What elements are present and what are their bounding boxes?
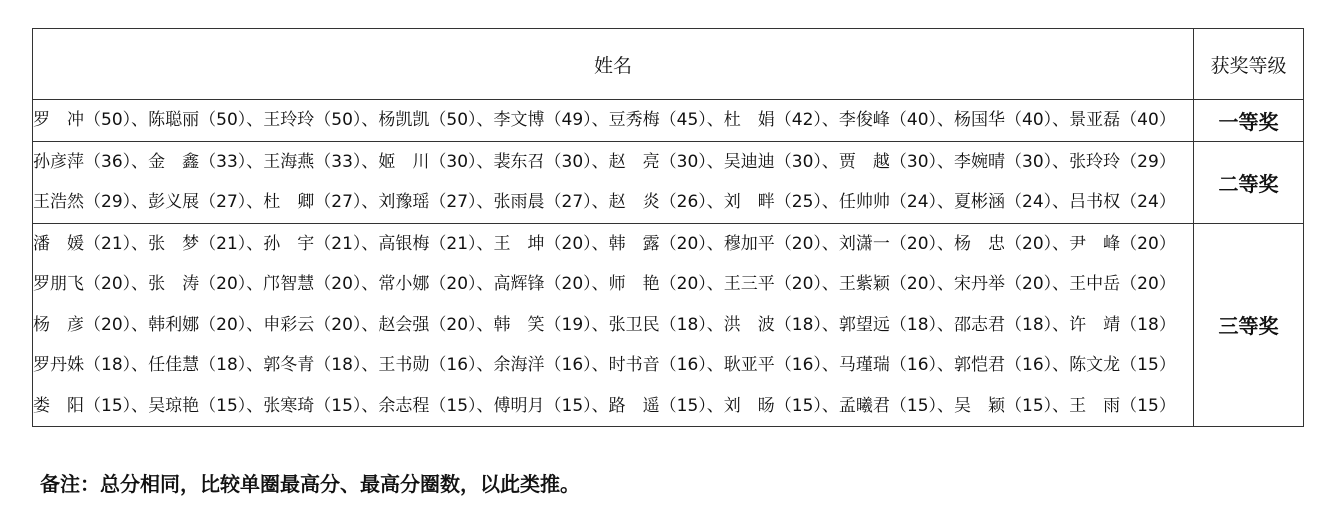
header-row: [33, 29, 1304, 100]
award-table: [32, 28, 1304, 427]
name-line: 孙彦萍（36）、金 鑫（33）、王海燕（33）、姬 川（30）、裴东召（30）、赵 亮（30）、吴迪迪（30）、贾 越（30）、李婉晴（30）、张玲玲（29）: [33, 151, 1176, 172]
tier-row-second: [33, 141, 1304, 223]
header-names: 姓名: [33, 29, 1194, 100]
name-line: 罗丹姝（18）、任佳慧（18）、郭冬青（18）、王书勋（16）、余海洋（16）、时书音（16）、耿亚平（16）、马瑾瑞（16）、郭恺君（16）、陈文龙（15）: [33, 355, 1176, 375]
tier-level-third: 三等奖: [1194, 223, 1304, 427]
name-line: 杨 彦（20）、韩利娜（20）、申彩云（20）、赵会强（20）、韩 笑（19）、张卫民（18）、洪 波（18）、郭望远（18）、邵志君（18）、许 靖（18）: [33, 314, 1176, 335]
footnote: 备注：总分相同，比较单圈最高分、最高分圈数，以此类推。: [40, 472, 580, 496]
name-line: 罗 冲（50）、陈聪丽（50）、王玲玲（50）、杨凯凯（50）、李文博（49）、豆秀梅（45）、杜 娟（42）、李俊峰（40）、杨国华（40）、景亚磊（40）: [33, 110, 1176, 130]
tier-names-cell: [33, 141, 1194, 223]
name-line: 潘 媛（21）、张 梦（21）、孙 宇（21）、高银梅（21）、王 坤（20）、韩 露（20）、穆加平（20）、刘潇一（20）、杨 忠（20）、尹 峰（20）: [33, 233, 1176, 254]
tier-names-cell: [33, 100, 1194, 142]
tier-row-third: [33, 223, 1304, 427]
tier-level-second: 二等奖: [1194, 141, 1304, 223]
tier-row-first: [33, 100, 1304, 142]
header-level: 获奖等级: [1194, 29, 1304, 100]
tier-names-cell: [33, 223, 1194, 427]
name-line: 王浩然（29）、彭义展（27）、杜 卿（27）、刘豫瑶（27）、张雨晨（27）、赵 炎（26）、刘 畔（25）、任帅帅（24）、夏彬涵（24）、吕书权（24）: [33, 192, 1176, 212]
tier-level-first: 一等奖: [1194, 100, 1304, 142]
name-line: 罗朋飞（20）、张 涛（20）、邝智慧（20）、常小娜（20）、高辉锋（20）、师 艳（20）、王三平（20）、王紫颖（20）、宋丹举（20）、王中岳（20）: [33, 274, 1176, 294]
name-line: 娄 阳（15）、吴琼艳（15）、张寒琦（15）、余志程（15）、傅明月（15）、路 遥（15）、刘 旸（15）、孟曦君（15）、吴 颖（15）、王 雨（15）: [33, 395, 1176, 416]
